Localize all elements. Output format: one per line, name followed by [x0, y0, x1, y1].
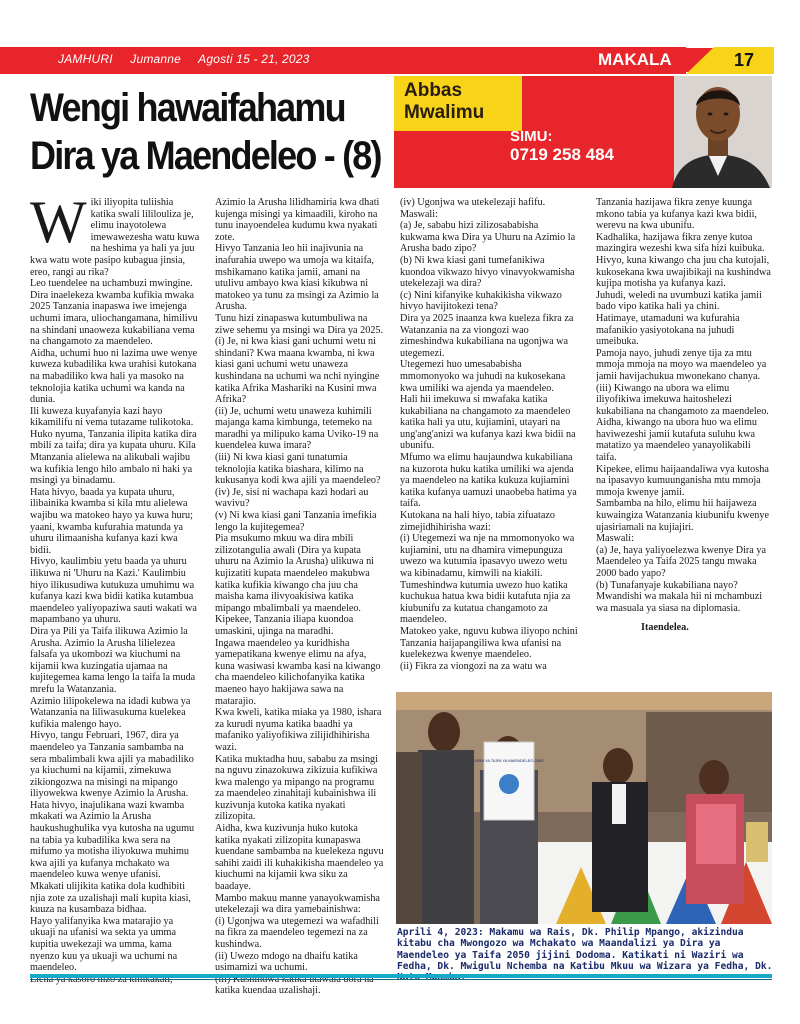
paragraph: Huko nyuma, Tanzania ilipita katika dira mbili za taifa; dira ya kupata uhuru. Kila Mtanzania alielewa na alikubali wajibu wa kufikia lengo hilo ambalo ni haki ya msingi ya binadamu.	[30, 428, 197, 487]
paragraph: (ii) Je, uchumi wetu unaweza kuhimili majanga kama kimbunga, tetemeko na maradhi ya milipuko kama Uviko-19 na kuendelea kuwa imara?	[215, 405, 379, 452]
paragraph: Azimio la Arusha lilidhamiria kwa dhati kujenga misingi ya kimaadili, kiroho na tunu inayoendelea kudumu kwa nyakati zote.	[215, 197, 380, 243]
article-column-2	[215, 197, 385, 997]
paragraph: Hayo yalifanyika kwa matarajio ya ukuaji na ufanisi wa sekta ya umma kupitia uwekezaji wa umma, kama nyenzo kuu ya ukuaji wa uchumi na maendeleo.	[30, 915, 178, 974]
paragraph: (i) Je, ni kwa kiasi gani uchumi wetu ni shindani? Kwa maana kwamba, ni kwa kiasi gani uchumi wetu unaweza kushindana na uchumi wa nchi nyingine katika Afrika Mashariki na Kusini mwa Afrika?	[215, 336, 380, 406]
publication-name: JAMHURI	[58, 52, 113, 66]
paragraph: Maswali:	[596, 533, 634, 545]
paragraph: Matokeo yake, nguvu kubwa iliyopo nchini Tanzania haijapangiliwa kwa ufanisi na kuelekezwa kwenye maendeleo.	[400, 625, 578, 661]
paragraph: Dira ya Pili ya Taifa ilikuwa Azimio la Arusha. Azimio la Arusha lilielezea falsafa ya ukombozi wa kiuchumi na kijamii kwa kuzingatia ujamaa na kujitegemea kama lengo la taifa la muda mrefu la Watanzania.	[30, 625, 196, 695]
paragraph: (iii) Kiwango na ubora wa elimu iliyofikiwa imekuwa haitoshelezi kukabiliana na changamoto za maendeleo.	[596, 382, 769, 417]
section-label: MAKALA	[596, 48, 714, 72]
paragraph: Pia msukumo mkuu wa dira mbili zilizotangulia awali (Dira ya kupata uhuru na Azimio la Arusha) ulikuwa ni kujizatiti kupata maendeleo makubwa katika kufikia kiwango cha juu cha maisha kama ilivyoakisiwa katika mipango mbalimbali ya maendeleo.	[215, 533, 375, 614]
paragraph: Hali hii imekuwa si mwafaka katika kukabiliana na changamoto za maendeleo katika hali ya utu, kujiamini, utayari na ung'ang'anizi wa kufanya kazi kwa bidii na ubunifu.	[400, 394, 576, 452]
paragraph: Kipekee, Tanzania iliapa kuondoa umaskini, ujinga na maradhi.	[215, 614, 354, 637]
paragraph: Wiki iliyopita tuliishia katika swali lililouliza je, elimu inayotolewa imewawezesha watu kuwa na heshima ya hali ya juu kwa watu wote pasipo kubagua jinsia, ereo, rangi au rika?	[30, 197, 200, 278]
issue-date: Agosti 15 - 21, 2023	[198, 52, 310, 66]
author-photo	[664, 76, 772, 188]
paragraph: (ii) Fikra za viongozi na za watu wa	[400, 660, 547, 672]
paragraph: Ili kuweza kuyafanyia kazi hayo kikamilifu ni vema tutazame tulikotoka.	[30, 405, 194, 429]
paragraph: Pamoja nayo, juhudi zenye tija za mtu mmoja mmoja na moyo wa maendeleo ya jamii havijachukua mwonekano chanya.	[596, 347, 767, 382]
paragraph: (b) Tunafanyaje kukabiliana nayo?	[596, 579, 738, 591]
paragraph: Kwa kweli, katika miaka ya 1980, ishara za kurudi nyuma katika baadhi ya mafaniko yaliyofikiwa zilijidhihirisha wazi.	[215, 707, 382, 753]
page-number: 17	[714, 47, 774, 74]
author-first-name: Abbas	[404, 80, 463, 101]
drop-cap: W	[30, 197, 87, 255]
paragraph: Hatimaye, utamaduni wa kufurahia mafanikio yasiyotokana na juhudi umeibuka.	[596, 312, 740, 348]
paragraph: Sambamba na hilo, elimu hii haijaweza kuwaingiza Watanzania kiubunifu kwenye ujasiriamali na kujiajiri.	[596, 498, 769, 533]
paragraph: Mkakati ulijikita katika dola kudhibiti njia zote za uzalishaji mali kupita kiasi, kuuza na kusambaza bidhaa.	[30, 881, 191, 916]
paragraph: (iii) Ni kwa kiasi gani tunatumia teknolojia katika biashara, kilimo na kukusanya kodi kwa ajili ya maendeleo?	[215, 452, 381, 487]
event-photo	[396, 692, 772, 924]
paragraph: Mfumo wa elimu haujaundwa kukabiliana na kuzorota huku katika umiliki wa ajenda ya maendeleo na katika kukuza kujiamini katika kufanya uamuzi unaobeba hatima ya taifa.	[400, 452, 577, 510]
paragraph: Hivyo, kuna kiwango cha juu cha kutojali, kukosekana kwa uwajibikaji na kushindwa kujipa motisha ya kufanya kazi.	[596, 254, 771, 290]
paragraph: Leo tuendelee na uchambuzi mwingine. Dira inaelekeza kwamba kufikia mwaka 2025 Tanzania inapaswa iwe imejenga uchumi imara, uliochangamana, himilivu na shindani unaoweza kukabiliana vema na changamoto za maendeleo.	[30, 278, 198, 348]
article-column-1	[30, 197, 200, 997]
footer-rule	[30, 974, 772, 978]
paragraph: (iv) Je, sisi ni wachapa kazi hodari au wavivu?	[215, 486, 369, 510]
paragraph: Hivyo Tanzania leo hii inajivunia na inafurahia uwepo wa umoja wa kitaifa, mshikamano katika jamii, amani na utulivu ambayo kwa kiasi kikubwa ni matokeo ya tunu za msingi za Azimio la Arusha.	[215, 243, 379, 313]
paragraph: Dira ya 2025 inaanza kwa kueleza fikra za Watanzania na za viongozi wao zimeshindwa kukabiliana na ugonjwa wa utegemezi.	[400, 312, 574, 359]
paragraph: Mambo makuu manne yanayokwamisha utekelezaji wa dira yamebainishwa:	[215, 892, 380, 916]
paragraph: Kutokana na hali hiyo, tabia zifuatazo zimejidhihirisha wazi:	[400, 510, 556, 533]
paragraph: Tanzania hazijawa fikra zenye kuunga mkono tabia ya kufanya kazi kwa bidii, werevu na kwa ubunifu.	[596, 197, 757, 232]
photo-caption: Aprili 4, 2023: Makamu wa Rais, Dk. Philip Mpango, akizindua kitabu cha Mwongozo wa Mchakato wa Maandalizi ya Dira ya Maendeleo ya Taifa 2050 jijini Dodoma. Katikati ni Waziri wa Fedha, Dk. Mwigulu Nchemba na Katibu Mkuu wa Wizara ya Fedha, Dk.	[397, 927, 773, 972]
paragraph: Azimio lilipokelewa na idadi kubwa ya Watanzania na liliwasukuma kuelekea kufikia malengo hayo.	[30, 695, 191, 730]
paragraph: (b) Ni kwa kiasi gani tumefanikiwa kuondoa vikwazo hivyo vinavyokwamisha utekelezaji wa dira?	[400, 254, 575, 290]
paragraph: (iv) Ugonjwa wa utekelezaji hafifu. Maswali:	[400, 197, 546, 220]
paragraph: Aidha, uchumi huo ni lazima uwe wenye kuweza kubadilika kwa urahisi kutokana na mabadiliko kwa hali ya masoko na teknolojia katika uchumi wa kanda na dunia.	[30, 347, 198, 406]
paragraph: Kipekee, elimu haijaandaliwa vya kutosha na ipasavyo kumuunganisha mtu mmoja mmoja kwenye jamii.	[596, 463, 769, 498]
masthead	[58, 52, 324, 66]
paragraph: Juhudi, weledi na uvumbuzi katika jamii bado vipo katika hali ya chini.	[596, 289, 762, 313]
phone-label: SIMU:	[510, 128, 553, 145]
paragraph: katika kuendaa uzalishaji.	[215, 985, 321, 997]
headline-line-2: Dira ya Maendeleo - (8)	[30, 134, 381, 178]
paragraph: (c) Nini kifanyike kuhakikisha vikwazo hivyo havijitokezi tena?	[400, 289, 562, 313]
page-corner-decoration	[686, 47, 714, 74]
paragraph: Hata hivyo, inajulikana wazi kwamba mkakati wa Azimio la Arusha haukushughulika vya kutosha na ugumu na tabia ya kubadilika kwa sera na mifumo ya motisha iliyokuwa muhimu kwa ajili ya kufanya mchakato wa maendeleo kuwa wenye ufanisi.	[30, 799, 195, 881]
article-column-3	[400, 197, 580, 697]
issue-day: Jumanne	[130, 52, 182, 66]
paragraph	[596, 614, 772, 622]
phone-number: 0719 258 484	[510, 145, 614, 164]
author-name	[404, 80, 484, 124]
paragraph: (v) Ni kwa kiasi gani Tanzania imefikia lengo la kujitegemea?	[215, 510, 377, 533]
to-be-continued: Itaendelea.	[641, 622, 689, 634]
paragraph: Mwandishi wa makala hii ni mchambuzi wa masuala ya siasa na diplomasia.	[596, 591, 763, 614]
article-column-4	[596, 197, 772, 697]
paragraph: (i) Ugonjwa wa utegemezi wa wafadhili na fikra za maendeleo tegemezi na za kushindwa.	[215, 915, 379, 950]
paragraph: Hivyo, tangu Februari, 1967, dira ya maendeleo ya Tanzania sambamba na sera mbalimbali kwa ajili ya mabadiliko ya kiuchumi na kijamii, zimekuwa zikiongozwa na misingi na mipango iliyowekwa kwenye Azimio la Arusha.	[30, 730, 194, 800]
paragraph: Ingawa maendeleo ya kuridhisha yamepatikana kwenye elimu na afya, kuna wasiwasi kwamba kasi na kiwango cha maendeleo kilichofanyika katika maeneo hayo hakijawa sawa na matarajio.	[215, 637, 381, 707]
paragraph: Tunu hizi zinapaswa kutumbuliwa na ziwe sehemu ya msingi wa Dira ya 2025.	[215, 312, 384, 336]
paragraph: Tumeshindwa kutumia uwezo huo katika kuchukua hatua kwa bidii kutafuta njia za kiubunifu za kutatua changamoto za maendeleo.	[400, 579, 571, 626]
paragraph: Hivyo, kaulimbiu yetu baada ya uhuru ilikuwa ni 'Uhuru na Kazi.' Kaulimbiu hiyo ilikusudiwa kutukuza umuhimu wa kufanya kazi kwa bidii katika kutambua maendeleo yaliyopaziwa sauti wakati wa mapambano ya uhuru.	[30, 556, 197, 626]
paragraph: Hata hivyo, baada ya kupata uhuru, ilibainika kwamba si kila mtu alielewa wajibu wa matokeo hayo ya kuwa huru; yaani, kwamba kufurahia matunda ya uhuru ilimaanisha kufanya kazi kwa bidii.	[30, 486, 193, 556]
author-contact	[510, 128, 614, 164]
booklet-title: DIRA YA TAIFA YA MAENDELEO 2050	[474, 758, 544, 763]
paragraph: (a) Je, haya yaliyoelezwa kwenye Dira ya Maendeleo ya Taifa 2025 tangu mwaka 2000 bado yapo?	[596, 544, 766, 579]
paragraph: (a) Je, sababu hizi zilizosababisha kukwama kwa Dira ya Uhuru na Azimio la Arusha bado zipo?	[400, 220, 576, 255]
paragraph: (ii) Uwezo mdogo na dhaifu katika usimamizi wa uchumi.	[215, 950, 358, 974]
paragraph: Katika muktadha huu, sababu za msingi na nguvu zinazokuwa zikizuia kufikiwa kwa malengo ya mipango na programu za maendeleo zinahitaji kubainishwa ili kuzivunja kutoka katika nyakati zilizopita.	[215, 753, 378, 823]
footer-rule-thin	[30, 979, 772, 980]
paragraph: (i) Utegemezi wa nje na mmomonyoko wa kujiamini, utu na dhamira vimepunguza uwezo wa kutumia ipasavyo uwezo wetu wa kibinadamu, kimwili na kiakili.	[400, 533, 575, 579]
paragraph: Kadhalika, hazijawa fikra zenye kutoa mazingira wezeshi kwa sifa hizi kuibuka.	[596, 231, 765, 255]
author-last-name: Mwalimu	[404, 102, 485, 123]
paragraph: Aidha, kiwango na ubora huo wa elimu haviwezeshi jamii kutafuta suluhu kwa matatizo ya maendeleo yanayolikabili taifa.	[596, 417, 757, 464]
paragraph: Utegemezi huo umesababisha mmomonyoko wa juhudi na kukosekana kwa umiliki wa ajenda ya maendeleo.	[400, 359, 566, 394]
headline-line-1: Wengi hawaifahamu	[30, 86, 345, 130]
paragraph: Aidha, kwa kuzivunja huko kutoka katika nyakati zilizopita kunapaswa kuendane sambamba na kuelekeza nguvu sahihi zaidi ili kuhakikisha maendeleo ya kiuchumi na kijamii kwa siku za baadaye.	[215, 823, 384, 893]
